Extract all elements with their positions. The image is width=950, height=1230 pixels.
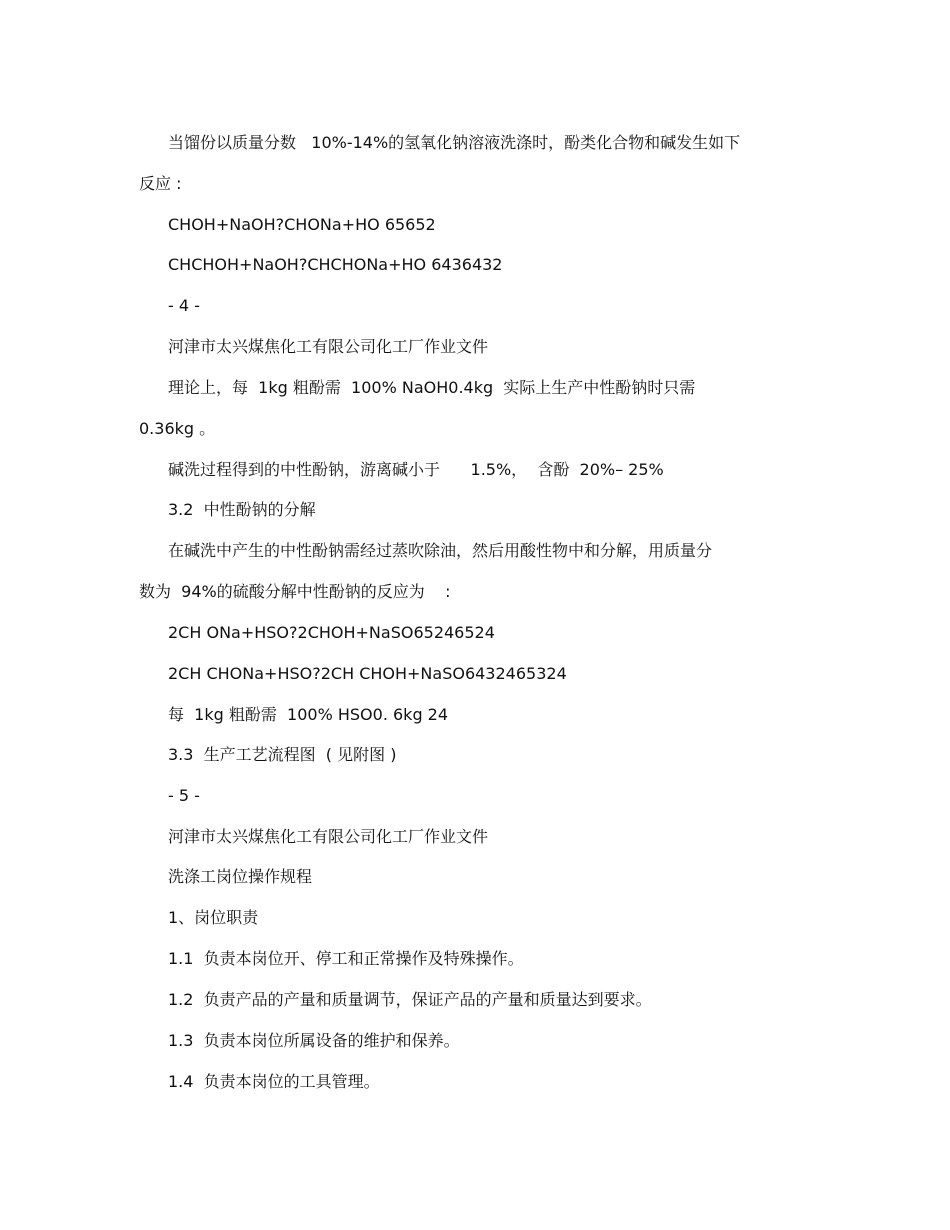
document-header: 河津市太兴煤焦化工有限公司化工厂作业文件	[168, 337, 489, 356]
section-heading: 3.2 中性酚钠的分解	[168, 500, 316, 519]
text-line: 碱洗过程得到的中性酚钠，游离碱小于 1.5%， 含酚 20%– 25%	[168, 460, 664, 479]
text-line: 每 1kg 粗酚需 100% HSO0. 6kg 24	[168, 705, 449, 724]
formula-line: 2CH CHONa+HSO?2CH CHOH+NaSO6432465324	[168, 664, 567, 683]
text-line: 在碱洗中产生的中性酚钠需经过蒸吹除油，然后用酸性物中和分解，用质量分	[168, 541, 713, 560]
list-item: 1.4 负责本岗位的工具管理。	[168, 1072, 380, 1091]
text-line: 当馏份以质量分数 10%-14%的氢氧化钠溶液洗涤时，酚类化合物和碱发生如下	[168, 133, 741, 152]
page-number: - 5 -	[168, 786, 200, 805]
formula-line: 2CH ONa+HSO?2CHOH+NaSO65246524	[168, 623, 495, 642]
text-line: 数为 94%的硫酸分解中性酚钠的反应为 :	[139, 582, 451, 601]
document-title: 洗涤工岗位操作规程	[168, 867, 313, 886]
page-number: - 4 -	[168, 296, 200, 315]
text-line: 反应 :	[139, 174, 182, 193]
text-line: 0.36kg 。	[139, 419, 216, 438]
list-item: 1.3 负责本岗位所属设备的维护和保养。	[168, 1031, 460, 1050]
list-item: 1.2 负责产品的产量和质量调节，保证产品的产量和质量达到要求。	[168, 990, 652, 1009]
document-header: 河津市太兴煤焦化工有限公司化工厂作业文件	[168, 827, 489, 846]
text-line: 理论上，每 1kg 粗酚需 100% NaOH0.4kg 实际上生产中性酚钠时只需	[168, 378, 696, 397]
formula-line: CHCHOH+NaOH?CHCHONa+HO 6436432	[168, 255, 503, 274]
section-heading: 3.3 生产工艺流程图 ( 见附图 )	[168, 745, 397, 764]
list-item: 1.1 负责本岗位开、停工和正常操作及特殊操作。	[168, 949, 524, 968]
formula-line: CHOH+NaOH?CHONa+HO 65652	[168, 215, 436, 234]
section-heading: 1、岗位职责	[168, 908, 259, 927]
